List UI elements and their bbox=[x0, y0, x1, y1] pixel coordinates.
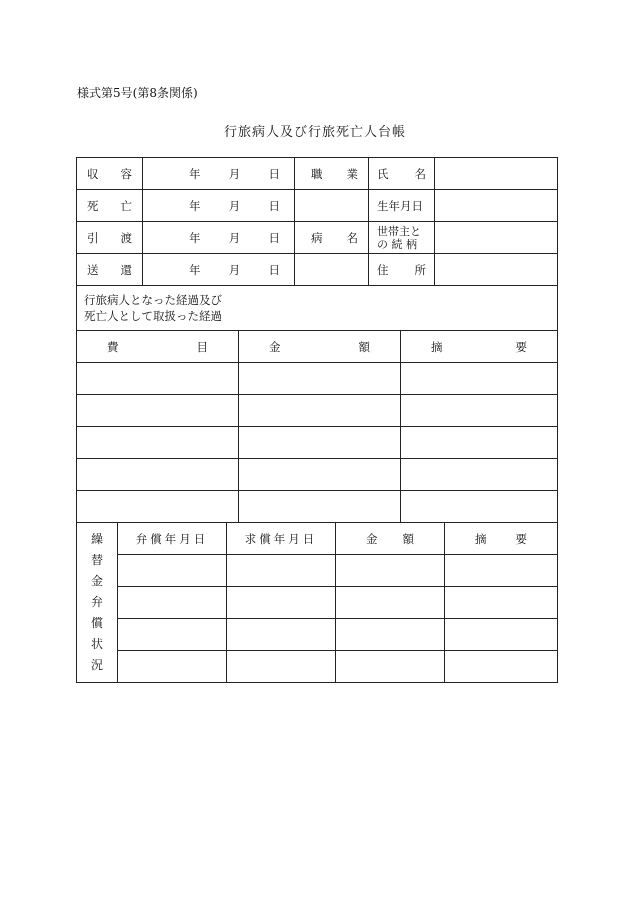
return-date-field[interactable]: 年 月 日 bbox=[143, 254, 295, 286]
table-row bbox=[77, 459, 558, 491]
death-date-field[interactable]: 年 月 日 bbox=[143, 190, 295, 222]
row-death: 死 亡 年 月 日 生年月日 bbox=[77, 190, 558, 222]
table-row bbox=[77, 491, 558, 523]
relationship-field[interactable] bbox=[435, 222, 558, 254]
expense-header-row: 費 目 金 額 摘 要 bbox=[77, 331, 558, 363]
reimbursement-table bbox=[76, 522, 558, 683]
table-row bbox=[77, 555, 558, 587]
occupation-field[interactable] bbox=[295, 190, 369, 222]
table-row bbox=[77, 363, 558, 395]
reimbursement-side-label bbox=[77, 523, 118, 683]
ledger-table bbox=[76, 157, 557, 683]
admission-date-field[interactable]: 年 月 日 bbox=[143, 158, 295, 190]
reimbursement-status-label: 繰 替 金 弁 償 状 況 bbox=[90, 532, 103, 672]
name-field[interactable] bbox=[435, 158, 558, 190]
handover-date-field[interactable]: 年 月 日 bbox=[143, 222, 295, 254]
process-note-field[interactable]: 行旅病人となった経過及び 死亡人として取扱った経過 bbox=[77, 286, 558, 331]
row-admission: 収 容 年 月 日 職 業 氏 名 bbox=[77, 158, 558, 190]
disease-field[interactable] bbox=[295, 254, 369, 286]
row-handover: 引 渡 年 月 日 病 名 世帯主と の 続 柄 bbox=[77, 222, 558, 254]
row-process-note bbox=[77, 286, 558, 331]
table-row bbox=[77, 651, 558, 683]
address-field[interactable] bbox=[435, 254, 558, 286]
expense-table bbox=[76, 330, 558, 523]
table-row bbox=[77, 427, 558, 459]
birthdate-field[interactable] bbox=[435, 190, 558, 222]
reimbursement-header-row: 繰 替 金 弁 償 状 況 弁償年月日 求償年月日 金 額 摘 要 bbox=[77, 523, 558, 555]
form-number-label: 様式第5号(第8条関係) bbox=[77, 86, 198, 100]
table-row bbox=[77, 395, 558, 427]
table-row bbox=[77, 619, 558, 651]
top-info-table bbox=[76, 157, 558, 331]
row-return: 送 還 年 月 日 住 所 bbox=[77, 254, 558, 286]
page-title: 行旅病人及び行旅死亡人台帳 bbox=[223, 125, 406, 140]
table-row bbox=[77, 587, 558, 619]
